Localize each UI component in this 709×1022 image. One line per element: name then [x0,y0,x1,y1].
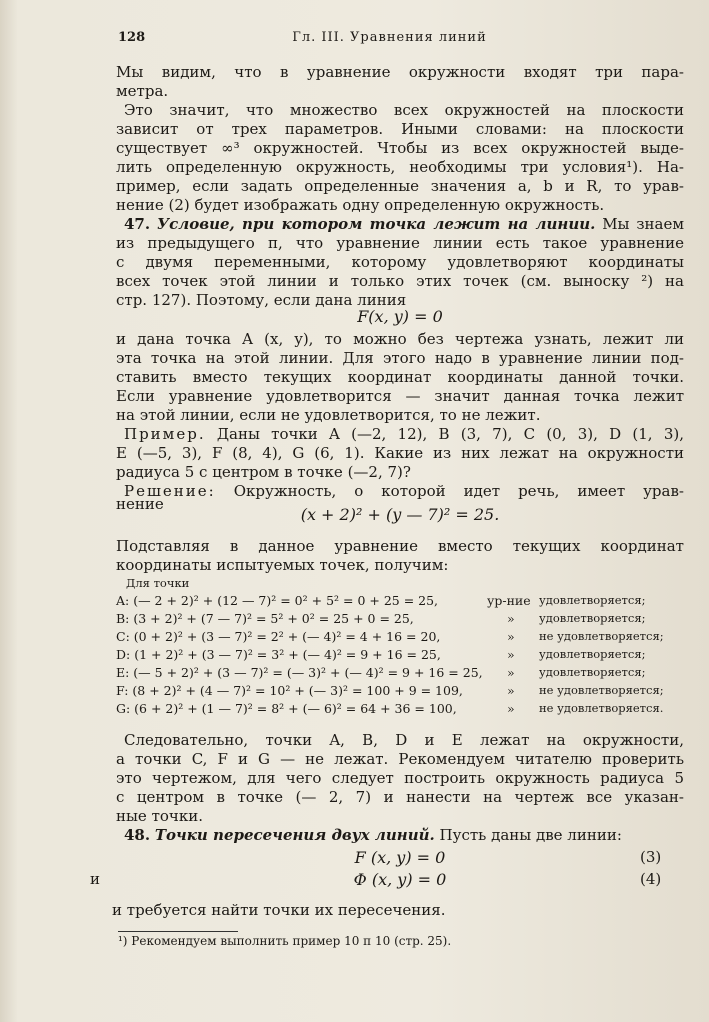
text-fragment: Пусть даны две линии: [439,826,622,844]
equation-line-F: F(x, y) = 0 [357,307,443,326]
equation-4-number: (4) [640,870,662,888]
table-row [116,593,686,611]
row-result: не удовлетворяется; [539,683,664,697]
text-fragment: Мы знаем [602,215,684,233]
row-expression: E: (— 5 + 2)² + (3 — 7)² = (— 3)² + (— 4)² = 9 + 16 = 25, [116,665,483,680]
row-expression: C: (0 + 2)² + (3 — 7)² = 2² + (— 4)² = 4 + 16 = 20, [116,629,441,644]
text-line: Это значит, что множество всех окружностей на плоскости [124,101,684,119]
row-mark: » [507,701,515,716]
equation-circle: (x + 2)² + (y — 7)² = 25. [300,505,500,524]
section-title: Точки пересечения двух линий. [154,826,435,844]
row-mark: » [507,647,515,662]
text-line: Следовательно, точки A, B, D и E лежат на окружности, [124,731,684,749]
row-mark: » [507,611,515,626]
footnote-rule [118,931,238,932]
running-title: Гл. III. Уравнения линий [292,30,487,45]
text-line: радиуса 5 с центром в точке (—2, 7)? [116,463,411,481]
text-line: ные точки. [116,807,203,825]
row-expression: F: (8 + 2)² + (4 — 7)² = 10² + (— 3)² = 100 + 9 = 109, [116,683,463,698]
table-row [116,647,686,665]
equation-3-number: (3) [640,848,662,866]
text-fragment: Окружность, о которой идет речь, имеет урав- [233,482,684,500]
text-line: с центром в точке (— 2, 7) и нанести на чертеж все указан- [116,788,684,806]
row-expression: B: (3 + 2)² + (7 — 7)² = 5² + 0² = 25 + 0 = 25, [116,611,414,626]
and-word: и [90,870,100,888]
text-line: и требуется найти точки их пересечения. [112,901,446,919]
text-line: Если уравнение удовлетворится — значит данная точка лежит [116,387,684,405]
for-points-label: Для точки [126,576,190,590]
row-result: не удовлетворяется. [539,701,664,715]
text-line: и дана точка A (x, y), то можно без чертежа узнать, лежит ли [116,330,684,348]
text-line: это чертежом, для чего следует построить окружность радиуса 5 [116,769,684,787]
text-line: ставить вместо текущих координат координаты данной точки. [116,368,684,386]
text-line: Подставляя в данное уравнение вместо текущих координат [116,537,684,555]
footnote: ¹) Рекомендуем выполнить пример 10 п 10 (стр. 25). [118,934,452,948]
table-row [116,611,686,629]
text-line: эта точка на этой линии. Для этого надо в уравнение линии под- [116,349,684,367]
text-line: из предыдущего п, что уравнение линии есть такое уравнение [116,234,684,252]
row-expression: A: (— 2 + 2)² + (12 — 7)² = 0² + 5² = 0 + 25 = 25, [116,593,439,608]
text-line: Мы видим, что в уравнение окружности входят три пара- [116,63,684,81]
page-number: 128 [118,30,146,45]
row-mark: » [507,665,515,680]
row-mark: ур-ние [487,593,531,608]
text-line: а точки C, F и G — не лежат. Рекомендуем читателю проверить [116,750,684,768]
table-row [116,701,686,719]
section-47-heading-line [124,215,684,234]
text-line: нение [116,495,164,513]
table-row [116,683,686,701]
row-result: удовлетворяется; [539,593,646,607]
text-line: метра. [116,82,169,100]
table-row [116,665,686,683]
row-result: удовлетворяется; [539,665,646,679]
row-result: удовлетворяется; [539,611,646,625]
row-mark: » [507,683,515,698]
text-line: E (—5, 3), F (8, 4), G (6, 1). Какие из них лежат на окружности [116,444,684,462]
row-result: не удовлетворяется; [539,629,664,643]
row-mark: » [507,629,515,644]
table-row [116,629,686,647]
text-line: всех точек этой линии и только этих точек (см. выноску ²) на [116,272,684,290]
text-line: нение (2) будет изображать одну определенную окружность. [116,196,605,214]
row-expression: D: (1 + 2)² + (3 — 7)² = 3² + (— 4)² = 9 + 16 = 25, [116,647,441,662]
section-title: Условие, при котором точка лежит на линии. [156,215,596,233]
page-header [118,30,661,52]
text-line: на этой линии, если не удовлетворится, то не лежит. [116,406,541,424]
text-line: с двумя переменными, которому удовлетворяют координаты [116,253,684,271]
text-fragment: Даны точки A (—2, 12), B (3, 7), C (0, 3), D (1, 3), [216,425,684,443]
section-number: 48. [124,826,151,844]
text-line: стр. 127). Поэтому, если дана линия [116,291,407,309]
example-line [124,425,684,444]
text-line: лить определенную окружность, необходимы три условия¹). На- [116,158,684,176]
equation-4: Φ (x, y) = 0 [353,870,447,889]
section-48-heading-line [124,826,684,845]
solution-line [124,482,684,501]
text-line: зависит от трех параметров. Иными словами: на плоскости [116,120,684,138]
row-expression: G: (6 + 2)² + (1 — 7)² = 8² + (— 6)² = 64 + 36 = 100, [116,701,457,716]
equation-3: F (x, y) = 0 [354,848,446,867]
section-number: 47. [124,215,151,233]
solution-label: Решение: [124,482,216,500]
text-line: координаты испытуемых точек, получим: [116,556,449,574]
text-line: пример, если задать определенные значения a, b и R, то урав- [116,177,684,195]
example-label: Пример. [124,425,206,443]
text-line: существует ∞³ окружностей. Чтобы из всех окружностей выде- [116,139,684,157]
row-result: удовлетворяется; [539,647,646,661]
